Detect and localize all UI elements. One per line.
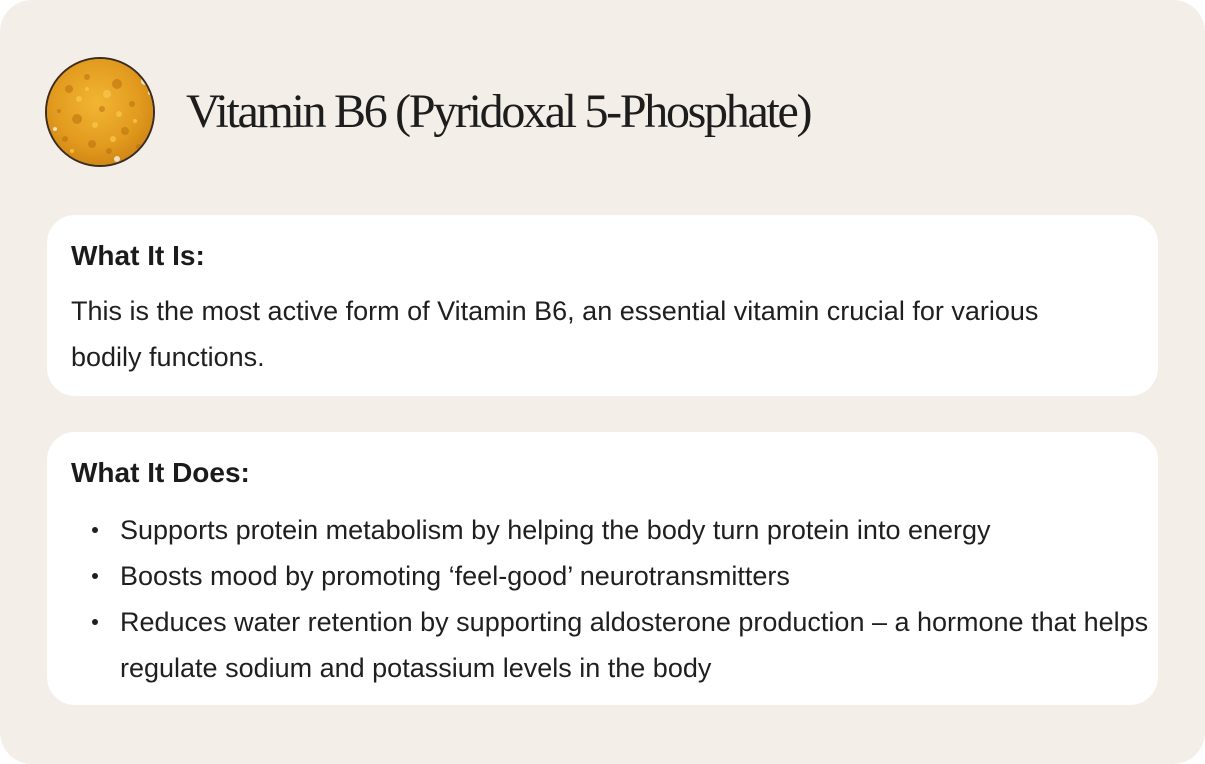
- what-it-is-panel: [47, 215, 1158, 396]
- list-item: Supports protein metabolism by helping the body turn protein into energy: [120, 507, 1180, 553]
- page-title: Vitamin B6 (Pyridoxal 5-Phosphate): [186, 85, 811, 138]
- powder-texture: [47, 59, 155, 167]
- list-item: Reduces water retention by supporting aldosterone production – a hormone that helps regulate sodium and potassium levels in the body: [120, 599, 1180, 691]
- benefits-list: [71, 507, 1180, 691]
- what-it-is-heading: What It Is:: [71, 240, 205, 271]
- what-it-does-panel: [47, 432, 1158, 705]
- vitamin-powder-image: [45, 57, 155, 167]
- what-it-is-text: This is the most active form of Vitamin B6, an essential vitamin crucial for various bodily functions.: [71, 296, 1039, 372]
- what-it-does-heading: What It Does:: [71, 457, 250, 488]
- list-item: Boosts mood by promoting ‘feel-good’ neurotransmitters: [120, 553, 1180, 599]
